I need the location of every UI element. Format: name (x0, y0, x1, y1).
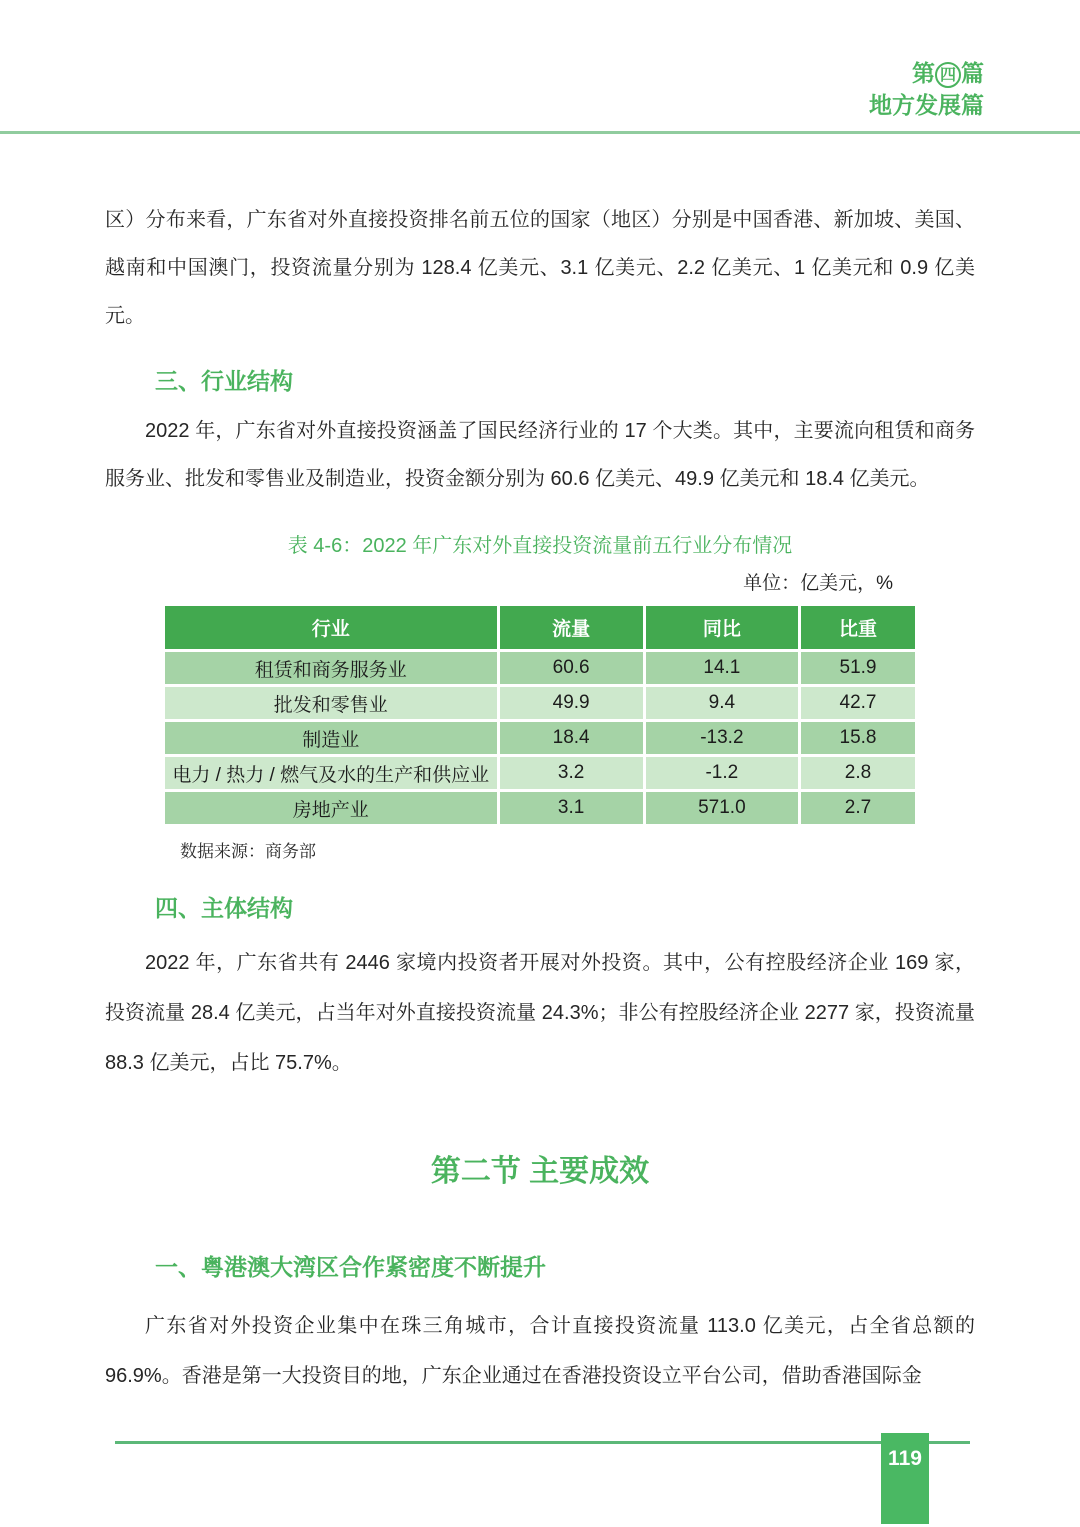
cell-yoy: 14.1 (644, 651, 799, 686)
cell-flow: 3.2 (498, 756, 644, 791)
cell-flow: 3.1 (498, 791, 644, 826)
column-header-share: 比重 (799, 606, 915, 651)
cell-industry: 电力 / 热力 / 燃气及水的生产和供应业 (165, 756, 498, 791)
footer-divider-line (115, 1441, 970, 1444)
cell-industry: 房地产业 (165, 791, 498, 826)
heading-entity-structure: 四、主体结构 (155, 895, 293, 921)
cell-share: 15.8 (799, 721, 915, 756)
paragraph-gba: 广东省对外投资企业集中在珠三角城市，合计直接投资流量 113.0 亿美元，占全省总额的 96.9%。香港是第一大投资目的地，广东企业通过在香港投资设立平台公司，借助香港国际金 (105, 1315, 975, 1387)
cell-share: 51.9 (799, 651, 915, 686)
table-row (165, 756, 915, 791)
table-row (165, 721, 915, 756)
cell-share: 42.7 (799, 686, 915, 721)
industry-flow-table (165, 606, 915, 827)
table-header-row (165, 606, 915, 651)
header-section-label: 地方发展篇 (869, 92, 984, 118)
header-part-suffix: 篇 (961, 60, 984, 86)
cell-share: 2.8 (799, 756, 915, 791)
cell-industry: 制造业 (165, 721, 498, 756)
cell-industry: 批发和零售业 (165, 686, 498, 721)
table-row (165, 686, 915, 721)
heading-greater-bay-area: 一、粤港澳大湾区合作紧密度不断提升 (155, 1254, 546, 1280)
circled-number: 四 (935, 62, 961, 88)
column-header-yoy: 同比 (644, 606, 799, 651)
page-header (869, 57, 984, 121)
cell-flow: 49.9 (498, 686, 644, 721)
table-unit-note: 单位：亿美元，% (743, 573, 893, 594)
column-header-industry: 行业 (165, 606, 498, 651)
table-row (165, 651, 915, 686)
data-source-note: 数据来源：商务部 (180, 842, 316, 861)
cell-flow: 18.4 (498, 721, 644, 756)
paragraph-countries: 区）分布来看，广东省对外直接投资排名前五位的国家（地区）分别是中国香港、新加坡、美国、越南和中国澳门，投资流量分别为 128.4 亿美元、3.1 亿美元、2.2 亿美元、1 亿美元和 0.9 亿美元。 (105, 209, 975, 327)
cell-yoy: 9.4 (644, 686, 799, 721)
cell-yoy: -1.2 (644, 756, 799, 791)
header-part-label (869, 57, 984, 89)
section-heading-achievements: 第二节 主要成效 (430, 1155, 650, 1188)
cell-flow: 60.6 (498, 651, 644, 686)
table-row (165, 791, 915, 826)
page-content (105, 133, 975, 1401)
cell-yoy: 571.0 (644, 791, 799, 826)
cell-industry: 租赁和商务服务业 (165, 651, 498, 686)
paragraph-industry: 2022 年，广东省对外直接投资涵盖了国民经济行业的 17 个大类。其中，主要流向租赁和商务服务业、批发和零售业及制造业，投资金额分别为 60.6 亿美元、49.9 亿美元和 18.4 亿美元。 (105, 420, 975, 490)
header-part-prefix: 第 (912, 60, 935, 86)
cell-yoy: -13.2 (644, 721, 799, 756)
page-number-badge: 119 (881, 1433, 929, 1524)
cell-share: 2.7 (799, 791, 915, 826)
heading-industry-structure: 三、行业结构 (155, 368, 293, 394)
table-title: 表 4-6：2022 年广东对外直接投资流量前五行业分布情况 (287, 535, 793, 557)
column-header-flow: 流量 (498, 606, 644, 651)
paragraph-entities: 2022 年，广东省共有 2446 家境内投资者开展对外投资。其中，公有控股经济企业 169 家，投资流量 28.4 亿美元，占当年对外直接投资流量 24.3%；非公有控股经济企业 2277 家，投资流量 88.3 亿美元，占比 75.7%。 (105, 952, 975, 1074)
